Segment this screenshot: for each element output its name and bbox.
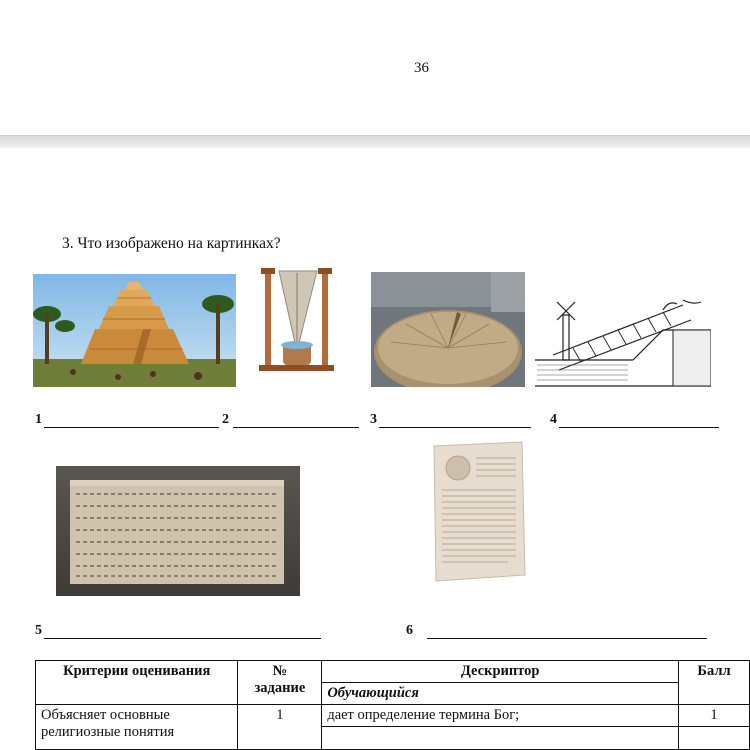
answer-line	[559, 413, 719, 428]
header-criteria: Критерии оценивания	[36, 661, 238, 705]
row1-score: 1	[679, 705, 750, 727]
answer-line	[379, 413, 531, 428]
answer-blank-6[interactable]	[406, 623, 707, 639]
previous-page	[0, 0, 750, 135]
sundial-image	[371, 272, 525, 387]
answer-blank-4[interactable]	[550, 412, 719, 428]
sundial-picture	[371, 272, 525, 387]
water-clock-picture	[255, 263, 338, 375]
screw-pump-image	[533, 290, 711, 388]
water-clock-image	[255, 263, 338, 375]
answer-line	[44, 624, 321, 639]
archimedes-screw-picture	[533, 290, 711, 388]
answer-line	[427, 624, 707, 639]
ziggurat-picture	[33, 274, 236, 387]
descriptor-subheader: Обучающийся	[322, 683, 679, 705]
criteria-table	[35, 660, 750, 750]
header-task-number	[238, 661, 322, 705]
answer-number: 1	[35, 412, 42, 427]
answer-number: 5	[35, 623, 42, 638]
clay-tablet-image	[56, 466, 300, 596]
answer-number: 2	[222, 412, 229, 427]
header-num-symbol: №	[272, 663, 288, 679]
answer-blank-3[interactable]	[370, 412, 531, 428]
answer-line	[233, 413, 359, 428]
question-3: 3. Что изображено на картинках?	[62, 235, 281, 252]
page-separator	[0, 135, 750, 148]
page-number: 36	[414, 60, 429, 76]
answer-blank-1[interactable]	[35, 412, 219, 428]
answer-number: 6	[406, 623, 413, 638]
row1-criteria	[36, 705, 238, 750]
row2-score	[679, 727, 750, 750]
row1-descriptor: дает определение термина Бог;	[322, 705, 679, 727]
answer-blank-5[interactable]	[35, 623, 321, 639]
row2-descriptor	[322, 727, 679, 750]
answer-number: 4	[550, 412, 557, 427]
row1-criteria-line2: религиозные понятия	[41, 724, 175, 740]
stele-picture	[428, 440, 528, 583]
header-descriptor: Дескриптор	[322, 661, 679, 683]
stone-stele-image	[428, 440, 528, 583]
header-score: Балл	[679, 661, 750, 705]
answer-number: 3	[370, 412, 377, 427]
cuneiform-tablet-picture	[56, 466, 300, 596]
row1-criteria-line1: Объясняет основные	[41, 707, 170, 723]
row1-task-number: 1	[238, 705, 322, 750]
ziggurat-image	[33, 274, 236, 387]
answer-blank-2[interactable]	[222, 412, 359, 428]
answer-line	[44, 413, 219, 428]
header-num-word: задание	[254, 680, 306, 696]
